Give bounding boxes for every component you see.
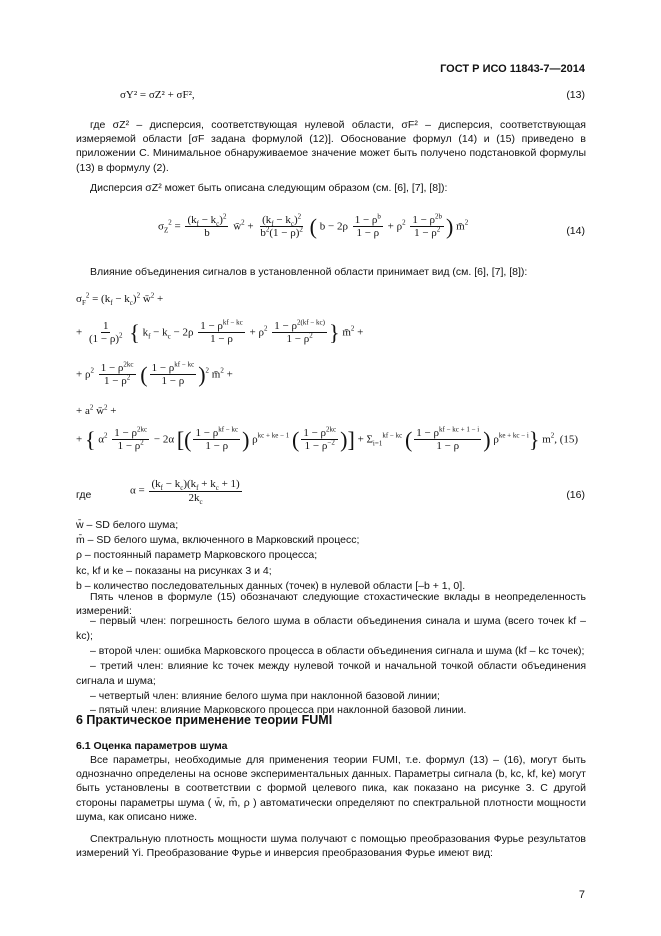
definition-item: m̄ – SD белого шума, включенного в Марковский процесс;	[76, 534, 360, 547]
list-item: – четвертый член: влияние белого шума при наклонной базовой линии;	[90, 689, 440, 702]
terms-list	[76, 614, 586, 718]
paragraph-fourier: Спектральную плотность мощности шума получают с помощью преобразования Фурье результатов измерений Yi. Преобразование Фурье и инверсия преобразования Фурье имеют вид:	[76, 833, 586, 860]
equation-15-line-2: + $\frac{1}{(1 - \rho)^2}$ { $k_f - k_c - 2\rho$ $\frac{1 - \rho^{kf - kc}}{1 - \rho}$ + $\rho^2$ $\frac{1 - \rho^{2(kf - kc)}}{1 - \rho^2}$ } m̄$^2$ +	[76, 318, 364, 346]
equation-15-line-4: + $a^2$ w̄$^2$ +	[76, 403, 117, 417]
equation-15-line-3: + $\rho^2$ $\frac{1 - \rho^{2kc}}{1 - \rho^2}$ ( $\frac{1 - \rho^{kf - kc}}{1 - \rho}$ )$^2$ m̄$^2$ +	[76, 360, 233, 388]
equation-15-line-1: $\sigma_F^2 = (k_f - k_c)^2$ w̄$^2$ +	[76, 291, 164, 308]
equation-15-line-5: + { $\alpha^2$ $\frac{1 - \rho^{2kc}}{1 - \rho^2}$ − 2α [( $\frac{1 - \rho^{kf - kc}}{1 - \rho}$ ) $\rho^{kc + ke - 1}$ ( $\frac{1 - \rho^{2kc}}{1 - \rho^{-2}}$ )] + $\Sigma_{i=1}^{kf - kc}$ ( $\frac{1 - \rho^{kf - kc + 1 - i}}{1 - \rho}$ ) $\rho^{ke + kc - i}$} $m^2$, (15)	[76, 425, 579, 453]
equation-14-number: (14)	[566, 225, 585, 237]
definition-item: kc, kf и ke – показаны на рисунках 3 и 4;	[76, 564, 272, 577]
subsection-heading: 6.1 Оценка параметров шума	[76, 740, 228, 752]
equation-15-number: , (15)	[554, 433, 579, 446]
paragraph-variance-intro: Дисперсия σZ² может быть описана следующим образом (см. [6], [7], [8]):	[90, 182, 448, 194]
definition-item: w̄ – SD белого шума;	[76, 519, 179, 531]
symbol-definitions	[76, 518, 586, 594]
list-item: – первый член: погрешность белого шума в области объединения синала и шума (всего точек kf – kc);	[76, 615, 586, 642]
paragraph-variance-definitions: где σZ² – дисперсия, соответствующая нулевой области, σF² – дисперсия, соответствующая измеряемой области [σF задана формулой (12)]. Обоснование формул (14) и (15) приведено в приложении С. Минимальное обнаруживаемое значение может быть получено подстановкой формулы (13) в формулу (2).	[76, 119, 586, 174]
equation-14: $\sigma_Z^2$ = $\frac{(k_f - k_c)^2}{b}$ w̄$^2$ + $\frac{(k_f - k_c)^2}{b^2(1 - \rho)^2}$ ( b − 2ρ $\frac{1 - \rho^b}{1 - \rho}$ + $\rho^2$ $\frac{1 - \rho^{2b}}{1 - \rho^2}$ ) m̄$^2$	[158, 212, 469, 240]
equation-16: α = $\frac{(k_f - k_c)(k_f + k_c + 1)}{2k_c}$	[130, 478, 240, 506]
paragraph-signal-combination: Влияние объединения сигналов в установленной области принимает вид (см. [6], [7], [8]):	[90, 266, 528, 278]
list-item: – второй член: ошибка Марковского процесса в области объединения сигнала и шума (kf – kc точек);	[90, 644, 585, 657]
list-item: – третий член: влияние kc точек между нулевой точкой и начальной точкой области объединения сигнала и шума;	[76, 659, 586, 687]
equation-13-number: (13)	[566, 89, 585, 101]
equation-13: σY² = σZ² + σF²,	[120, 89, 195, 101]
definition-item: ρ – постоянный параметр Марковского процесса;	[76, 549, 318, 562]
equation-16-number: (16)	[566, 489, 585, 501]
page-number: 7	[578, 889, 585, 901]
paragraph-parameters: Все параметры, необходимые для применения теории FUMI, т.е. формул (13) – (16), могут быть однозначно определены на основе экспериментальных данных. Параметры сигнала (b, kc, kf, ke) могут быть установлены в соответствии с формой целевого пика, как показано на рисунке 3. С другой стороны параметры шума ( w̄, m̄, ρ ) автоматически определяют по спектральной плотности мощности шума, как описано ниже.	[76, 754, 586, 823]
list-item: – пятый член: влияние Марковского процесса при наклонной базовой линии.	[90, 704, 467, 717]
equation-16-where: где	[76, 489, 92, 501]
section-heading: 6 Практическое применение теории FUMI	[76, 713, 333, 727]
definition-item: b – количество последовательных данных (точек) в нулевой области [–b + 1, 0].	[76, 579, 466, 592]
paragraph-five-terms: Пять членов в формуле (15) обозначают следующие стохастические вклады в неопределенность измерений:	[76, 591, 586, 618]
document-header: ГОСТ Р ИСО 11843-7—2014	[440, 63, 585, 75]
